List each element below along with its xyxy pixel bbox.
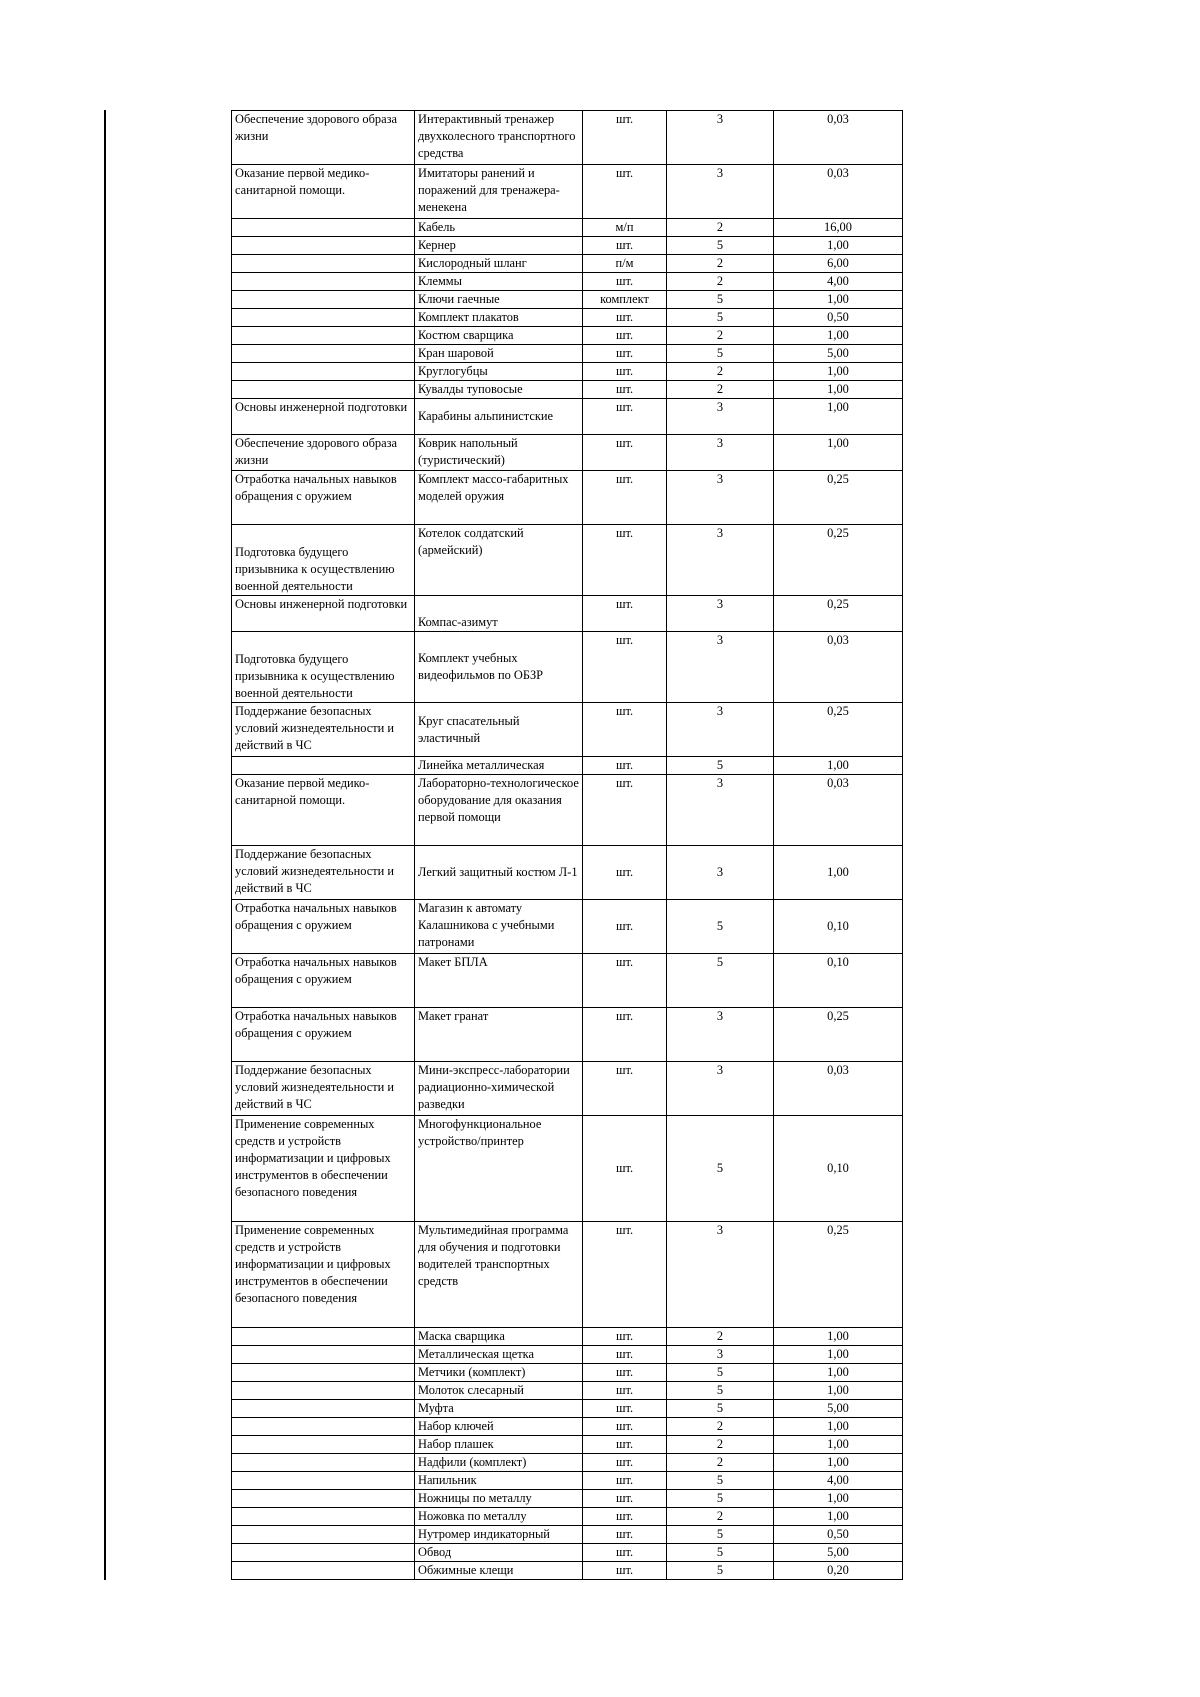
quantity-cell: 3: [667, 525, 774, 596]
table-row: [232, 596, 903, 632]
value-cell: 1,00: [774, 846, 903, 900]
value-cell: 5,00: [774, 345, 903, 363]
section-cell: Поддержание безопасных условий жизнедеятельности и действий в ЧС: [232, 1062, 415, 1116]
quantity-cell: 5: [667, 1562, 774, 1580]
table-row: [232, 291, 903, 309]
quantity-cell: 3: [667, 1008, 774, 1062]
quantity-cell: 5: [667, 1490, 774, 1508]
unit-cell: шт.: [583, 1508, 667, 1526]
section-cell: [232, 1400, 415, 1418]
section-cell: [232, 1382, 415, 1400]
item-name-cell: Надфили (комплект): [415, 1454, 583, 1472]
section-cell: Отработка начальных навыков обращения с оружием: [232, 471, 415, 525]
value-cell: 0,03: [774, 165, 903, 219]
quantity-cell: 3: [667, 1222, 774, 1328]
table-row: [232, 1062, 903, 1116]
section-cell: [232, 1346, 415, 1364]
section-cell: Обеспечение здорового образа жизни: [232, 435, 415, 471]
table-row: [232, 327, 903, 345]
item-name-cell: Имитаторы ранений и поражений для тренажера-менекена: [415, 165, 583, 219]
item-name-cell: Макет БПЛА: [415, 954, 583, 1008]
quantity-cell: 2: [667, 1328, 774, 1346]
value-cell: 0,50: [774, 309, 903, 327]
item-name-cell: Мультимедийная программа для обучения и подготовки водителей транспортных средств: [415, 1222, 583, 1328]
table-row: [232, 525, 903, 596]
quantity-cell: 3: [667, 632, 774, 703]
section-cell: Применение современных средств и устройств информатизации и цифровых инструментов в обеспечении безопасного поведения: [232, 1222, 415, 1328]
table-row: [232, 273, 903, 291]
table-row: [232, 111, 903, 165]
quantity-cell: 5: [667, 954, 774, 1008]
inventory-table-body: [232, 111, 903, 1580]
section-cell: [232, 1454, 415, 1472]
section-cell: [232, 237, 415, 255]
unit-cell: шт.: [583, 345, 667, 363]
item-name-cell: Линейка металлическая: [415, 757, 583, 775]
value-cell: 1,00: [774, 1364, 903, 1382]
item-name-cell: Котелок солдатский (армейский): [415, 525, 583, 596]
unit-cell: шт.: [583, 1454, 667, 1472]
unit-cell: шт.: [583, 381, 667, 399]
unit-cell: шт.: [583, 237, 667, 255]
table-row: [232, 1472, 903, 1490]
quantity-cell: 5: [667, 1472, 774, 1490]
value-cell: 0,10: [774, 954, 903, 1008]
unit-cell: шт.: [583, 399, 667, 435]
unit-cell: шт.: [583, 309, 667, 327]
section-cell: [232, 1418, 415, 1436]
unit-cell: шт.: [583, 1490, 667, 1508]
item-name-cell: Кабель: [415, 219, 583, 237]
unit-cell: п/м: [583, 255, 667, 273]
value-cell: 0,10: [774, 900, 903, 954]
table-row: [232, 1364, 903, 1382]
table-row: [232, 632, 903, 703]
section-cell: [232, 291, 415, 309]
unit-cell: шт.: [583, 1382, 667, 1400]
item-name-cell: Обжимные клещи: [415, 1562, 583, 1580]
quantity-cell: 5: [667, 1116, 774, 1222]
item-name-cell: Ключи гаечные: [415, 291, 583, 309]
quantity-cell: 2: [667, 273, 774, 291]
value-cell: 4,00: [774, 273, 903, 291]
section-cell: [232, 1508, 415, 1526]
item-name-cell: Напильник: [415, 1472, 583, 1490]
section-cell: [232, 345, 415, 363]
unit-cell: шт.: [583, 1526, 667, 1544]
value-cell: 1,00: [774, 757, 903, 775]
item-name-cell: Маска сварщика: [415, 1328, 583, 1346]
value-cell: 0,20: [774, 1562, 903, 1580]
quantity-cell: 2: [667, 1436, 774, 1454]
quantity-cell: 5: [667, 291, 774, 309]
table-row: [232, 1008, 903, 1062]
quantity-cell: 5: [667, 345, 774, 363]
item-name-cell: Легкий защитный костюм Л-1: [415, 846, 583, 900]
section-cell: Подготовка будущего призывника к осуществлению военной деятельности: [232, 525, 415, 596]
unit-cell: шт.: [583, 165, 667, 219]
unit-cell: шт.: [583, 775, 667, 846]
value-cell: 1,00: [774, 1346, 903, 1364]
table-row: [232, 1562, 903, 1580]
value-cell: 0,03: [774, 775, 903, 846]
table-row: [232, 399, 903, 435]
section-cell: Отработка начальных навыков обращения с оружием: [232, 954, 415, 1008]
table-row: [232, 345, 903, 363]
unit-cell: шт.: [583, 703, 667, 757]
unit-cell: комплект: [583, 291, 667, 309]
section-cell: Подготовка будущего призывника к осуществлению военной деятельности: [232, 632, 415, 703]
section-cell: [232, 309, 415, 327]
unit-cell: шт.: [583, 1418, 667, 1436]
value-cell: 0,03: [774, 1062, 903, 1116]
unit-cell: шт.: [583, 1222, 667, 1328]
quantity-cell: 3: [667, 703, 774, 757]
table-row: [232, 1222, 903, 1328]
item-name-cell: Костюм сварщика: [415, 327, 583, 345]
table-row: [232, 1454, 903, 1472]
table-row: [232, 1116, 903, 1222]
value-cell: 1,00: [774, 435, 903, 471]
quantity-cell: 2: [667, 255, 774, 273]
value-cell: 0,25: [774, 525, 903, 596]
quantity-cell: 3: [667, 111, 774, 165]
value-cell: 4,00: [774, 1472, 903, 1490]
value-cell: 1,00: [774, 327, 903, 345]
section-cell: [232, 1472, 415, 1490]
value-cell: 0,50: [774, 1526, 903, 1544]
item-name-cell: Компас-азимут: [415, 596, 583, 632]
unit-cell: шт.: [583, 1116, 667, 1222]
item-name-cell: Клеммы: [415, 273, 583, 291]
value-cell: 1,00: [774, 381, 903, 399]
table-row: [232, 846, 903, 900]
value-cell: 16,00: [774, 219, 903, 237]
unit-cell: шт.: [583, 1544, 667, 1562]
unit-cell: шт.: [583, 1328, 667, 1346]
item-name-cell: Кернер: [415, 237, 583, 255]
table-row: [232, 1346, 903, 1364]
unit-cell: шт.: [583, 273, 667, 291]
unit-cell: шт.: [583, 435, 667, 471]
table-row: [232, 435, 903, 471]
quantity-cell: 2: [667, 327, 774, 345]
value-cell: 1,00: [774, 1382, 903, 1400]
section-cell: [232, 219, 415, 237]
section-cell: [232, 273, 415, 291]
table-row: [232, 954, 903, 1008]
item-name-cell: Комплект учебных видеофильмов по ОБЗР: [415, 632, 583, 703]
unit-cell: шт.: [583, 757, 667, 775]
item-name-cell: Металлическая щетка: [415, 1346, 583, 1364]
table-row: [232, 255, 903, 273]
unit-cell: шт.: [583, 525, 667, 596]
item-name-cell: Метчики (комплект): [415, 1364, 583, 1382]
item-name-cell: Мини-экспресс-лаборатории радиационно-химической разведки: [415, 1062, 583, 1116]
unit-cell: шт.: [583, 1364, 667, 1382]
section-cell: [232, 1490, 415, 1508]
table-row: [232, 1508, 903, 1526]
quantity-cell: 3: [667, 596, 774, 632]
quantity-cell: 2: [667, 363, 774, 381]
section-cell: [232, 381, 415, 399]
quantity-cell: 5: [667, 1526, 774, 1544]
unit-cell: шт.: [583, 1436, 667, 1454]
section-cell: Основы инженерной подготовки: [232, 399, 415, 435]
table-row: [232, 1544, 903, 1562]
quantity-cell: 3: [667, 1062, 774, 1116]
section-cell: [232, 1544, 415, 1562]
value-cell: 1,00: [774, 1490, 903, 1508]
quantity-cell: 3: [667, 846, 774, 900]
item-name-cell: Ножовка по металлу: [415, 1508, 583, 1526]
table-row: [232, 900, 903, 954]
item-name-cell: Кислородный шланг: [415, 255, 583, 273]
value-cell: 1,00: [774, 1328, 903, 1346]
section-cell: Поддержание безопасных условий жизнедеятельности и действий в ЧС: [232, 846, 415, 900]
value-cell: 0,10: [774, 1116, 903, 1222]
value-cell: 1,00: [774, 1508, 903, 1526]
item-name-cell: Кран шаровой: [415, 345, 583, 363]
quantity-cell: 5: [667, 757, 774, 775]
section-cell: [232, 1562, 415, 1580]
left-margin-line: [104, 110, 106, 1580]
quantity-cell: 5: [667, 237, 774, 255]
table-row: [232, 1418, 903, 1436]
table-row: [232, 471, 903, 525]
section-cell: [232, 1436, 415, 1454]
value-cell: 0,25: [774, 1222, 903, 1328]
item-name-cell: Обвод: [415, 1544, 583, 1562]
item-name-cell: Ножницы по металлу: [415, 1490, 583, 1508]
section-cell: Отработка начальных навыков обращения с оружием: [232, 900, 415, 954]
section-cell: Оказание первой медико-санитарной помощи.: [232, 775, 415, 846]
item-name-cell: Круглогубцы: [415, 363, 583, 381]
table-row: [232, 165, 903, 219]
unit-cell: м/п: [583, 219, 667, 237]
quantity-cell: 3: [667, 1346, 774, 1364]
table-row: [232, 703, 903, 757]
item-name-cell: Комплект массо-габаритных моделей оружия: [415, 471, 583, 525]
quantity-cell: 5: [667, 1400, 774, 1418]
quantity-cell: 5: [667, 309, 774, 327]
quantity-cell: 2: [667, 381, 774, 399]
quantity-cell: 5: [667, 900, 774, 954]
value-cell: 0,03: [774, 632, 903, 703]
section-cell: Оказание первой медико-санитарной помощи.: [232, 165, 415, 219]
quantity-cell: 3: [667, 435, 774, 471]
value-cell: 5,00: [774, 1544, 903, 1562]
table-row: [232, 1400, 903, 1418]
item-name-cell: Магазин к автомату Калашникова с учебными патронами: [415, 900, 583, 954]
value-cell: 0,25: [774, 1008, 903, 1062]
quantity-cell: 2: [667, 219, 774, 237]
item-name-cell: Кувалды туповосые: [415, 381, 583, 399]
item-name-cell: Карабины альпинистские: [415, 399, 583, 435]
section-cell: [232, 363, 415, 381]
section-cell: Обеспечение здорового образа жизни: [232, 111, 415, 165]
quantity-cell: 2: [667, 1454, 774, 1472]
table-row: [232, 1328, 903, 1346]
quantity-cell: 5: [667, 1364, 774, 1382]
unit-cell: шт.: [583, 111, 667, 165]
unit-cell: шт.: [583, 1008, 667, 1062]
section-cell: [232, 255, 415, 273]
inventory-table: [231, 110, 903, 1580]
table-row: [232, 237, 903, 255]
section-cell: [232, 1526, 415, 1544]
table-row: [232, 757, 903, 775]
section-cell: Поддержание безопасных условий жизнедеятельности и действий в ЧС: [232, 703, 415, 757]
quantity-cell: 3: [667, 775, 774, 846]
table-row: [232, 1436, 903, 1454]
unit-cell: шт.: [583, 363, 667, 381]
item-name-cell: Лабораторно-технологическое оборудование для оказания первой помощи: [415, 775, 583, 846]
unit-cell: шт.: [583, 327, 667, 345]
table-row: [232, 1526, 903, 1544]
item-name-cell: Молоток слесарный: [415, 1382, 583, 1400]
table-row: [232, 381, 903, 399]
unit-cell: шт.: [583, 471, 667, 525]
value-cell: 0,25: [774, 703, 903, 757]
table-row: [232, 219, 903, 237]
quantity-cell: 2: [667, 1508, 774, 1526]
section-cell: [232, 757, 415, 775]
item-name-cell: Муфта: [415, 1400, 583, 1418]
item-name-cell: Многофункциональное устройство/принтер: [415, 1116, 583, 1222]
unit-cell: шт.: [583, 846, 667, 900]
quantity-cell: 3: [667, 165, 774, 219]
value-cell: 6,00: [774, 255, 903, 273]
section-cell: [232, 1328, 415, 1346]
value-cell: 1,00: [774, 399, 903, 435]
table-row: [232, 1382, 903, 1400]
table-row: [232, 309, 903, 327]
unit-cell: шт.: [583, 1400, 667, 1418]
quantity-cell: 3: [667, 399, 774, 435]
value-cell: 1,00: [774, 363, 903, 381]
section-cell: Отработка начальных навыков обращения с оружием: [232, 1008, 415, 1062]
quantity-cell: 2: [667, 1418, 774, 1436]
value-cell: 1,00: [774, 237, 903, 255]
value-cell: 1,00: [774, 1436, 903, 1454]
unit-cell: шт.: [583, 1562, 667, 1580]
item-name-cell: Круг спасательный эластичный: [415, 703, 583, 757]
value-cell: 0,25: [774, 471, 903, 525]
unit-cell: шт.: [583, 632, 667, 703]
unit-cell: шт.: [583, 1062, 667, 1116]
value-cell: 1,00: [774, 291, 903, 309]
value-cell: 0,25: [774, 596, 903, 632]
quantity-cell: 3: [667, 471, 774, 525]
table-row: [232, 1490, 903, 1508]
quantity-cell: 5: [667, 1382, 774, 1400]
value-cell: 5,00: [774, 1400, 903, 1418]
item-name-cell: Нутромер индикаторный: [415, 1526, 583, 1544]
unit-cell: шт.: [583, 1472, 667, 1490]
value-cell: 1,00: [774, 1418, 903, 1436]
unit-cell: шт.: [583, 1346, 667, 1364]
unit-cell: шт.: [583, 954, 667, 1008]
table-row: [232, 775, 903, 846]
section-cell: Основы инженерной подготовки: [232, 596, 415, 632]
item-name-cell: Комплект плакатов: [415, 309, 583, 327]
table-row: [232, 363, 903, 381]
section-cell: [232, 327, 415, 345]
item-name-cell: Коврик напольный (туристический): [415, 435, 583, 471]
unit-cell: шт.: [583, 596, 667, 632]
item-name-cell: Набор плашек: [415, 1436, 583, 1454]
value-cell: 1,00: [774, 1454, 903, 1472]
item-name-cell: Набор ключей: [415, 1418, 583, 1436]
unit-cell: шт.: [583, 900, 667, 954]
section-cell: [232, 1364, 415, 1382]
item-name-cell: Интерактивный тренажер двухколесного транспортного средства: [415, 111, 583, 165]
section-cell: Применение современных средств и устройств информатизации и цифровых инструментов в обеспечении безопасного поведения: [232, 1116, 415, 1222]
value-cell: 0,03: [774, 111, 903, 165]
item-name-cell: Макет гранат: [415, 1008, 583, 1062]
quantity-cell: 5: [667, 1544, 774, 1562]
